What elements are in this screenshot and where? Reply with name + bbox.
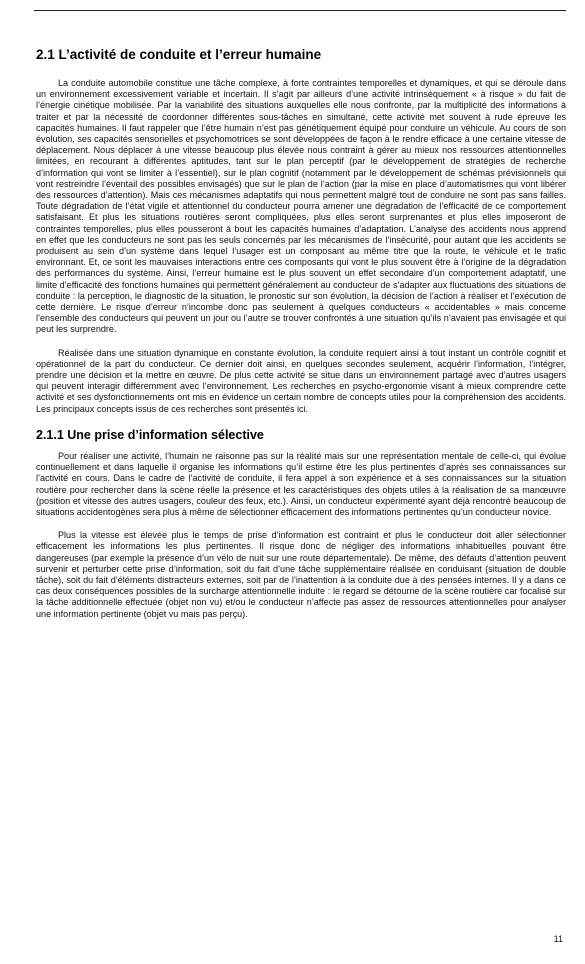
header-rule [34,10,566,11]
page-content [36,46,566,632]
page-number: 11 [553,934,563,944]
section-title: 2.1 L’activité de conduite et l’erreur humaine [36,47,322,62]
body-paragraph: Pour réaliser une activité, l’humain ne raisonne pas sur la réalité mais sur une représentation mentale de celle-ci, qui évolue continuellement et dans laquelle il organise les informations qu’il estime être les plus pertinentes d’après ses connaissances sur l’activité en cours. Dans le cadre de l’activité de conduite, il fera appel à son expérience et à ses connaissances sur la situation routière pour rechercher dans la scène réelle la présence et les caractéristiques des objets utiles à la réalisation de sa manœuvre (position et vitesse des autres usagers, couleur des feux, etc.). Ainsi, un conducteur expérimenté ayant déjà rencontré beaucoup de situations accidentogènes sera plus à même de sélectionner efficacement des informations pertinentes qu’un conducteur novice. [36,450,566,517]
body-paragraph: Réalisée dans une situation dynamique en constante évolution, la conduite requiert ainsi à tout instant un contrôle cognitif et opérationnel de la part du conducteur. Ce dernier doit ainsi, en quelques secondes seulement, acquérir l’information, l’intégrer, prendre une décision et la mettre en œuvre. De plus cette activité se situe dans un environnement partagé avec d’autres usagers qui peuvent interagir différemment avec l’environnement. Les recherches en psycho-ergonomie visant à mieux comprendre cette activité et ses dysfonctionnements ont mis en évidence un certain nombre de concepts utiles pour la compréhension des accidents. Les principaux concepts issus de ces recherches sont présentés ici. [36,347,566,414]
subsection-title: 2.1.1 Une prise d’information sélective [36,427,264,442]
body-paragraph: Plus la vitesse est élevée plus le temps de prise d’information est contraint et plus le conducteur doit aller sélectionner efficacement les informations les plus pertinentes. Il risque donc de négliger des informations inhabituelles pouvant être dangereuses (par exemple la présence d’un vélo de nuit sur une route départementale). De même, des défauts d’attention peuvent survenir et perturber cette prise d’information, soit du fait d’une tâche supplémentaire réalisée en conduisant (situation de double tâche), soit du fait d’éléments distracteurs externes, soit par de l’inattention à la conduite due à des pensées internes. Il y a dans ce cas deux conséquences possibles de la surcharge attentionnelle induite : le regard se détourne de la scène routière car focalisé sur la tâche additionnelle effectuée (objet non vu) et/ou le conducteur n’affecte pas assez de ressources attentionnelles pour analyser une information pertinente (objet vu mais pas perçu). [36,530,566,619]
body-paragraph: La conduite automobile constitue une tâche complexe, à forte contraintes temporelles et dynamiques, et qui se déroule dans un environnement excessivement variable et incertain. Il s’agit par ailleurs d’une activité intrinsèquement « à risque » du fait de l’énergie cinétique mobilisée. Par la variabilité des situations auxquelles elle nous confronte, par la multiplicité des informations à traiter et par la nécessité de coordonner différentes sous-tâches en simultané, cette activité met souvent à rude épreuve les capacités humaines. Il faut rappeler que l’être humain n’est pas génétiquement équipé pour conduire un véhicule. Au cours de son évolution, ses capacités sensorielles et psychomotrices se sont développées de façon à le rendre efficace à une certaine vitesse de déplacement. Nous déplacer à une vitesse beaucoup plus élevée nous contraint à gérer au mieux nos ressources attentionnelles limitées, en recourant à différentes aptitudes, tant sur le plan perceptif (par le développement de stratégies de recherche d’information qui vont se limiter à l’essentiel), sur le plan cognitif (notamment par le développement de schémas prévisionnels qui vont restreindre l’éventail des possibles envisagés) que sur le plan de l’action (par la mise en place d’automatismes qui vont libérer des ressources d’attention). Mais ces mécanismes adaptatifs qui nous permettent malgré tout de conduire ne sont pas sans failles. Toute dégradation de l’état vigile et attentionnel du conducteur pourra amener une dégradation de l’efficacité de ce comportement satisfaisant. Et plus les situations routières seront compliquées, plus elles seront surprenantes et plus elles imposeront de contraintes temporelles, plus elles pousseront à bout les capacités humaines d’adaptation. L’analyse des accidents nous apprend en effet que les conducteurs ne sont pas les seuls concernés par les mécanismes de l’insécurité, pour autant que les accidents se produisent au sein d’un système dans lequel l’usager est un composant au même titre que la route, le véhicule et le trafic environnant. Et, ce sont les mauvaises interactions entre ces composants qui vont le plus souvent être à l’origine de la dégradation des performances du système. Ainsi, l’erreur humaine est le plus souvent un effet secondaire d’un comportement adaptatif, une limite d’efficacité des fonctions humaines qui permettent généralement au conducteur de s’adapter aux fluctuations des situations de conduite : la perception, le diagnostic de la situation, le pronostic sur son évolution, la décision de l’action à réaliser et l’exécution de cette dernière. Le risque d’erreur n’incombe donc pas seulement à quelques conducteurs « accidentables » mais concerne l’ensemble des conducteurs qui peuvent un jour ou l’autre se trouver confrontés à une situation qu’ils n’avaient pas envisagée et qui peut les surprendre. [36,78,566,335]
